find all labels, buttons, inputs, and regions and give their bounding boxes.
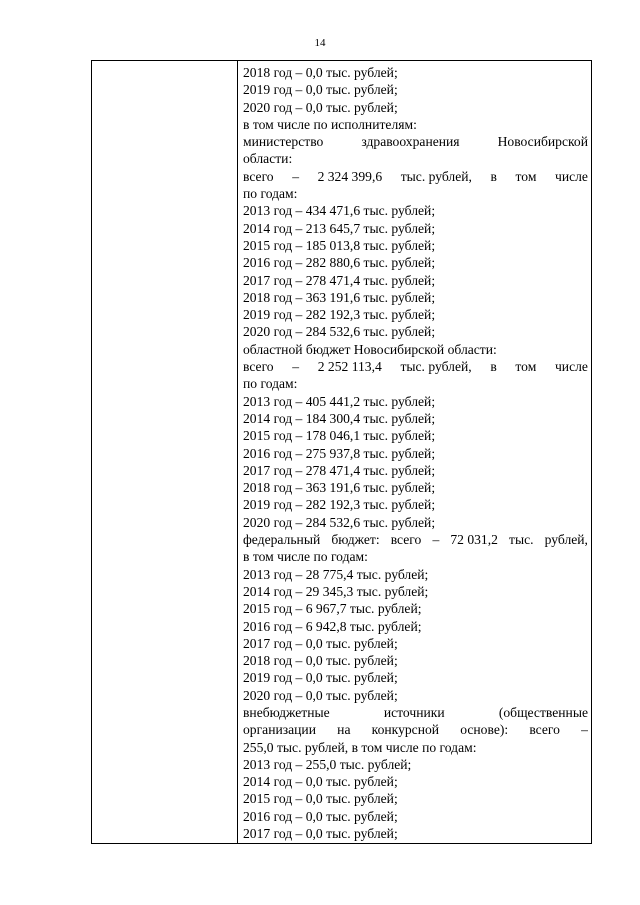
text-segment: внебюджетные — [243, 704, 330, 720]
page-number: 14 — [314, 37, 326, 49]
text-segment: 2015 год – 6 967,7 тыс. рублей; — [243, 601, 422, 617]
text-segment: 2020 год – 0,0 тыс. рублей; — [243, 687, 398, 703]
text-line — [243, 99, 588, 116]
text-line — [243, 704, 588, 721]
text-segment: 2016 год – 275 937,8 тыс. рублей; — [243, 445, 436, 461]
text-segment: 2015 год – 0,0 тыс. рублей; — [243, 791, 398, 807]
text-line — [243, 739, 588, 756]
text-segment: по годам: — [243, 186, 298, 202]
text-line — [243, 202, 588, 219]
text-line — [243, 116, 588, 133]
text-segment: 2015 год – 178 046,1 тыс. рублей; — [243, 428, 436, 444]
text-segment: 2013 год – 28 775,4 тыс. рублей; — [243, 566, 429, 582]
text-segment: 2017 год – 278 471,4 тыс. рублей; — [243, 462, 436, 478]
text-line — [243, 64, 588, 81]
text-line — [243, 721, 588, 738]
text-segment: по годам: — [243, 376, 298, 392]
text-line — [243, 358, 588, 375]
text-line — [243, 462, 588, 479]
text-segment: 2017 год – 0,0 тыс. рублей; — [243, 635, 398, 651]
text-segment: 2014 год – 0,0 тыс. рублей; — [243, 774, 398, 790]
text-line — [243, 220, 588, 237]
text-line — [243, 496, 588, 513]
text-line — [243, 410, 588, 427]
text-line — [243, 808, 588, 825]
text-segment: 2018 год – 0,0 тыс. рублей; — [243, 65, 398, 80]
text-segment: 72 031,2 — [450, 532, 498, 548]
text-segment: в том числе по годам: — [243, 549, 368, 565]
text-line — [243, 790, 588, 807]
text-line — [243, 635, 588, 652]
text-segment: федеральный — [243, 532, 321, 548]
text-segment: числе — [555, 168, 588, 184]
text-line — [243, 825, 588, 842]
text-segment: тыс. рублей, — [400, 359, 472, 375]
text-segment: областной бюджет Новосибирской области: — [243, 341, 497, 357]
text-line — [243, 306, 588, 323]
text-segment: (общественные — [498, 704, 588, 720]
text-segment: том — [515, 168, 537, 184]
text-line — [243, 133, 588, 150]
text-segment: в — [490, 359, 497, 375]
text-segment: 2014 год – 29 345,3 тыс. рублей; — [243, 583, 429, 599]
text-segment: тыс. рублей, — [400, 168, 472, 184]
text-segment: Новосибирской — [497, 134, 588, 150]
text-line — [243, 427, 588, 444]
text-line — [243, 323, 588, 340]
text-segment: 2013 год – 434 471,6 тыс. рублей; — [243, 203, 436, 219]
text-line — [243, 445, 588, 462]
text-segment: – — [581, 722, 588, 738]
text-segment: 2013 год – 405 441,2 тыс. рублей; — [243, 393, 436, 409]
text-segment: 2016 год – 282 880,6 тыс. рублей; — [243, 255, 436, 271]
text-line — [243, 237, 588, 254]
text-segment: 2020 год – 284 532,6 тыс. рублей; — [243, 324, 436, 340]
text-segment: 2013 год – 255,0 тыс. рублей; — [243, 756, 412, 772]
text-line — [243, 618, 588, 635]
text-line — [243, 548, 588, 565]
text-segment: 2014 год – 184 300,4 тыс. рублей; — [243, 410, 436, 426]
text-segment: всего — [529, 722, 560, 738]
text-line — [243, 185, 588, 202]
text-segment: всего — [243, 359, 274, 375]
text-segment: 2019 год – 282 192,3 тыс. рублей; — [243, 497, 436, 513]
text-line — [243, 756, 588, 773]
column-divider — [237, 61, 238, 843]
text-line — [243, 341, 588, 358]
text-segment: 2016 год – 6 942,8 тыс. рублей; — [243, 618, 422, 634]
text-segment: 2019 год – 0,0 тыс. рублей; — [243, 82, 398, 98]
text-line — [243, 600, 588, 617]
text-segment: числе — [554, 359, 588, 375]
text-segment: конкурсной — [371, 722, 440, 738]
text-segment: 2 324 399,6 — [317, 168, 383, 184]
text-line — [243, 81, 588, 98]
text-segment: тыс. — [509, 532, 534, 548]
text-segment: 2018 год – 0,0 тыс. рублей; — [243, 653, 398, 669]
text-line — [243, 168, 588, 185]
table-right-cell — [243, 64, 588, 842]
text-segment: 2019 год – 0,0 тыс. рублей; — [243, 670, 398, 686]
text-line — [243, 583, 588, 600]
text-line — [243, 393, 588, 410]
text-segment: – — [292, 359, 300, 375]
text-line — [243, 531, 588, 548]
text-line — [243, 289, 588, 306]
text-segment: 2020 год – 284 532,6 тыс. рублей; — [243, 514, 436, 530]
text-line — [243, 254, 588, 271]
text-segment: бюджет: — [331, 532, 380, 548]
text-segment: – — [292, 168, 299, 184]
text-line — [243, 479, 588, 496]
text-segment: на — [337, 722, 351, 738]
text-line — [243, 652, 588, 669]
funding-table — [91, 60, 592, 844]
text-segment: в — [490, 168, 497, 184]
text-line — [243, 669, 588, 686]
text-segment: 2016 год – 0,0 тыс. рублей; — [243, 808, 398, 824]
text-segment: министерство — [243, 134, 324, 150]
text-segment: 2015 год – 185 013,8 тыс. рублей; — [243, 237, 436, 253]
text-segment: 2017 год – 0,0 тыс. рублей; — [243, 826, 398, 842]
text-segment: всего — [243, 168, 274, 184]
text-segment: основе): — [460, 722, 509, 738]
text-segment: 2017 год – 278 471,4 тыс. рублей; — [243, 272, 436, 288]
text-line — [243, 514, 588, 531]
text-segment: 2019 год – 282 192,3 тыс. рублей; — [243, 307, 436, 323]
text-segment: источники — [383, 704, 445, 720]
text-line — [243, 150, 588, 167]
text-segment: организации — [243, 722, 316, 738]
text-segment: 2020 год – 0,0 тыс. рублей; — [243, 99, 398, 115]
text-line — [243, 375, 588, 392]
text-segment: области: — [243, 151, 293, 167]
text-segment: том — [515, 359, 537, 375]
text-segment: всего — [390, 532, 422, 548]
text-line — [243, 566, 588, 583]
text-line — [243, 272, 588, 289]
text-line — [243, 773, 588, 790]
text-segment: в том числе по исполнителям: — [243, 116, 417, 132]
text-segment: здравоохранения — [361, 134, 460, 150]
text-segment: 2018 год – 363 191,6 тыс. рублей; — [243, 480, 436, 496]
text-segment: рублей, — [544, 532, 588, 548]
text-segment: – — [432, 532, 440, 548]
text-segment: 2 252 113,4 — [317, 359, 382, 375]
text-segment: 2014 год – 213 645,7 тыс. рублей; — [243, 220, 436, 236]
text-line — [243, 687, 588, 704]
text-segment: 255,0 тыс. рублей, в том числе по годам: — [243, 739, 477, 755]
text-segment: 2018 год – 363 191,6 тыс. рублей; — [243, 289, 436, 305]
